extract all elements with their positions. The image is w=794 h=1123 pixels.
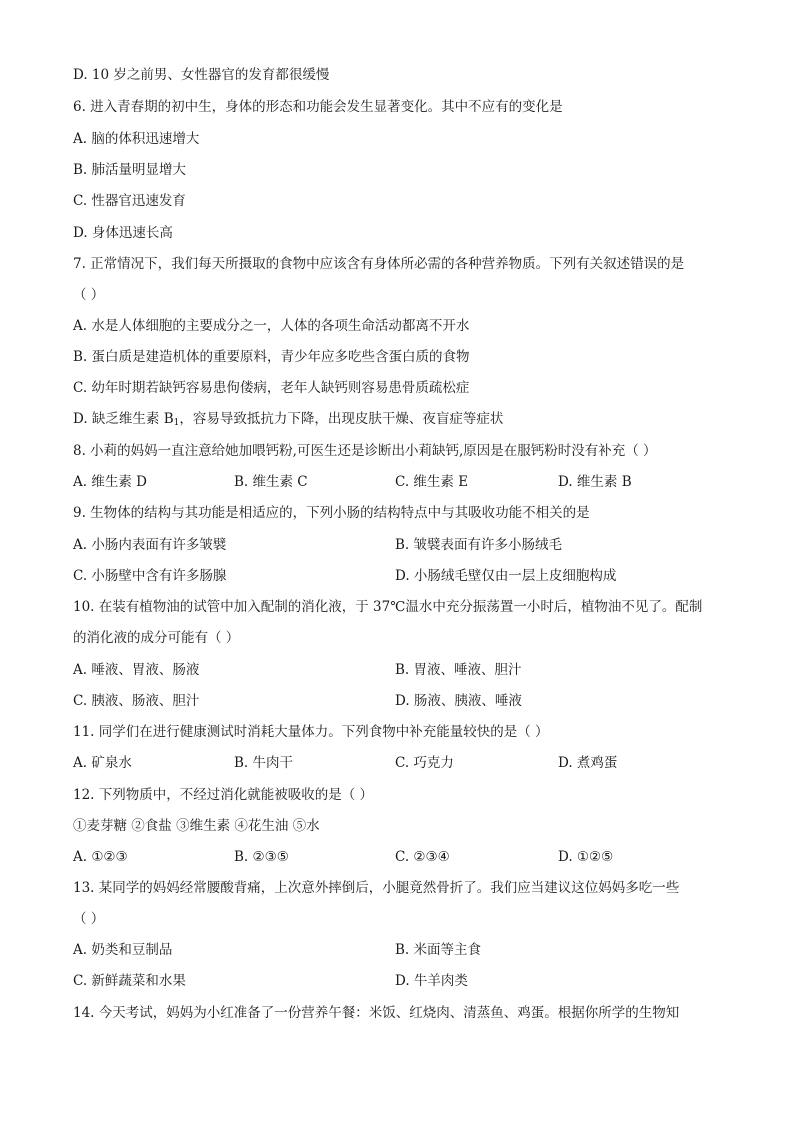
q13-option-c: C. 新鲜蔬菜和水果 [73,973,186,989]
q13-options-row2 [73,971,734,991]
q9-option-a: A. 小肠内表面有许多皱襞 [73,537,227,553]
q11-option-c: C. 巧克力 [395,755,454,771]
q10-options-row2 [73,691,734,711]
q10-option-c: C. 胰液、肠液、胆汁 [73,693,200,709]
q11-option-a: A. 矿泉水 [73,755,132,771]
question-6: 6. 进入青春期的初中生，身体的形态和功能会发生显著变化。其中不应有的变化是 [73,99,563,115]
question-11: 11. 同学们在进行健康测试时消耗大量体力。下列食物中补充能量较快的是（ ） [73,724,549,740]
q7-answer-blank: （ ） [73,287,105,303]
q13-option-b: B. 米面等主食 [395,942,482,958]
q9-options-row2 [73,566,734,586]
q7-option-c: C. 幼年时期若缺钙容易患佝偻病，老年人缺钙则容易患骨质疏松症 [73,380,470,396]
question-14: 14. 今天考试，妈妈为小红准备了一份营养午餐：米饭、红烧肉、清蒸鱼、鸡蛋。根据你所学的生物知 [73,1005,680,1021]
q10-option-d: D. 肠液、胰液、唾液 [395,693,522,709]
q8-option-a: A. 维生素 D [73,474,147,490]
q9-option-d: D. 小肠绒毛壁仅由一层上皮细胞构成 [395,568,617,584]
q12-option-d: D. ①②⑤ [558,849,614,865]
q9-option-c: C. 小肠壁中含有许多肠腺 [73,568,227,584]
q12-option-b: B. ②③⑤ [234,849,289,865]
question-7: 7. 正常情况下，我们每天所摄取的食物中应该含有身体所必需的各种营养物质。下列有关叙述错误的是 [73,256,685,272]
question-12: 12. 下列物质中，不经过消化就能被吸收的是（ ） [73,787,374,803]
q11-option-b: B. 牛肉干 [234,755,294,771]
question-10: 10. 在装有植物油的试管中加入配制的消化液，于 37℃温水中充分振荡置一小时后，植物油不见了。配制 [73,599,703,615]
q12-item-list: ①麦芽糖 ②食盐 ③维生素 ④花生油 ⑤水 [73,818,320,834]
q11-option-d: D. 煮鸡蛋 [558,755,618,771]
q7d-subscript: 1 [173,418,180,428]
q5-option-d: D. 10 岁之前男、女性器官的发育都很缓慢 [73,67,330,83]
q8-option-d: D. 维生素 B [558,474,632,490]
q7-option-d [73,409,734,429]
question-10-cont: 的消化液的成分可能有（ ） [73,630,240,646]
question-8: 8. 小莉的妈妈一直注意给她加喂钙粉,可医生还是诊断出小莉缺钙,原因是在服钙粉时没有补充（ ） [73,443,657,459]
q11-options [73,753,734,773]
q6-option-a: A. 脑的体积迅速增大 [73,131,200,147]
q12-option-a: A. ①②③ [73,849,128,865]
q13-answer-blank: （ ） [73,911,105,927]
q13-option-d: D. 牛羊肉类 [395,973,468,989]
q8-option-b: B. 维生素 C [234,474,308,490]
q8-options [73,472,734,492]
q12-option-c: C. ②③④ [395,849,450,865]
q6-option-c: C. 性器官迅速发育 [73,193,186,209]
q13-option-a: A. 奶类和豆制品 [73,942,173,958]
q7d-text-post: ，容易导致抵抗力下降，出现皮肤干燥、夜盲症等症状 [179,411,504,427]
q7-option-a: A. 水是人体细胞的主要成分之一，人体的各项生命活动都离不开水 [73,318,470,334]
q8-option-c: C. 维生素 E [395,474,469,490]
q13-options-row1 [73,940,734,960]
q10-options-row1 [73,660,734,680]
q6-option-d: D. 身体迅速长高 [73,225,173,241]
q12-options [73,847,734,867]
question-13: 13. 某同学的妈妈经常腰酸背痛，上次意外摔倒后，小腿竟然骨折了。我们应当建议这位妈妈多吃一些 [73,880,680,896]
q9-option-b: B. 皱襞表面有许多小肠绒毛 [395,537,563,553]
q9-options-row1 [73,535,734,555]
q6-option-b: B. 肺活量明显增大 [73,162,187,178]
q10-option-a: A. 唾液、胃液、肠液 [73,662,200,678]
q7d-text-pre: D. 缺乏维生素 B [73,411,174,427]
q7-option-b: B. 蛋白质是建造机体的重要原料，青少年应多吃些含蛋白质的食物 [73,349,470,365]
q10-option-b: B. 胃液、唾液、胆汁 [395,662,522,678]
question-9: 9. 生物体的结构与其功能是相适应的，下列小肠的结构特点中与其吸收功能不相关的是 [73,505,590,521]
